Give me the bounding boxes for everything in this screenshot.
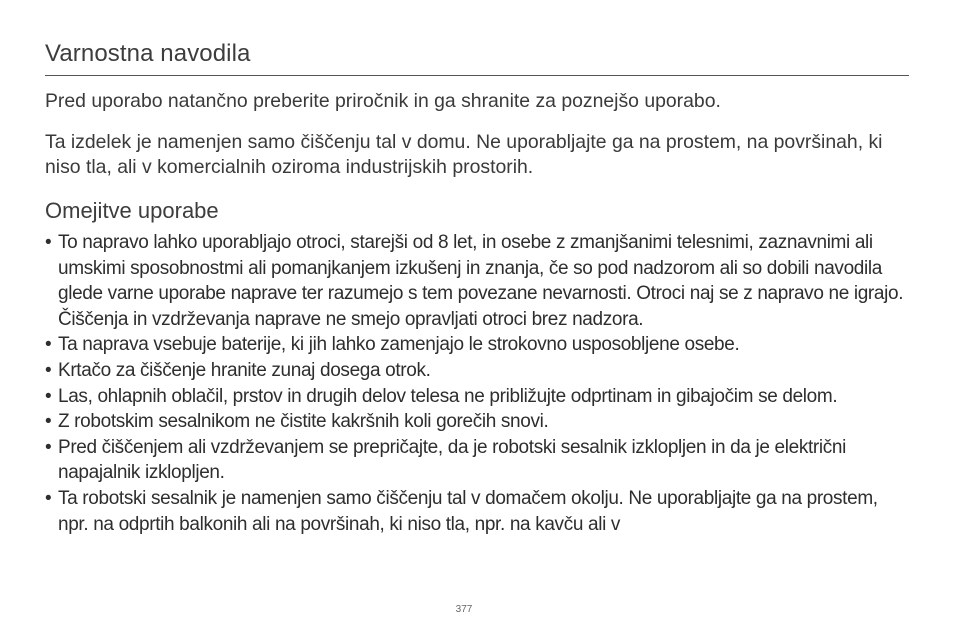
list-item-text: Z robotskim sesalnikom ne čistite kakršnih koli gorečih snovi. (58, 411, 549, 433)
list-item (45, 384, 909, 410)
list-item-text: Ta robotski sesalnik je namenjen samo čiščenju tal v domačem okolju. Ne uporabljajte ga na prostem, npr. na odprtih balkonih ali na površinah, ki niso tla, npr. na kavču ali v (58, 487, 878, 535)
bullet-marker: • (45, 436, 52, 458)
list-item (45, 486, 909, 537)
list-item (45, 358, 909, 384)
restrictions-heading: Omejitve uporabe (45, 198, 219, 223)
bullet-marker: • (45, 232, 52, 253)
list-item-text: To napravo lahko uporabljajo otroci, starejši od 8 let, in osebe z zmanjšanimi telesnimi, zaznavnimi ali umskimi sposobnostmi ali pomanjkanjem izkušenj in znanja, če so pod nadzorom ali so dobili navodila glede varne uporabe naprave ter razumejo s tem povezane nevarnosti. Otroci naj se z napravo ne igrajo. Čiščenja in vzdrževanja naprave ne smejo opravljati otroci brez nadzora. (58, 232, 904, 330)
bullet-marker: • (45, 411, 52, 433)
intro-paragraph: Pred uporabo natančno preberite priročnik in ga shranite za poznejšo uporabo. (45, 90, 721, 112)
bullet-marker: • (45, 487, 52, 509)
title-divider (45, 75, 909, 76)
page-number: 377 (455, 604, 473, 615)
list-item-text: Las, ohlapnih oblačil, prstov in drugih delov telesa ne približujte odprtinam in gibajočim se delom. (58, 385, 838, 407)
section-title: Varnostna navodila (45, 40, 251, 67)
list-item-text: Krtačo za čiščenje hranite zunaj dosega otrok. (58, 359, 431, 381)
bullet-marker: • (45, 385, 52, 407)
bullet-marker: • (45, 359, 52, 381)
document-page (45, 0, 909, 636)
list-item (45, 435, 909, 486)
list-item-text: Pred čiščenjem ali vzdrževanjem se prepričajte, da je robotski sesalnik izklopljen in da je električni napajalnik izklopljen. (58, 436, 847, 484)
list-item (45, 230, 909, 332)
list-item-text: Ta naprava vsebuje baterije, ki jih lahko zamenjajo le strokovno usposobljene osebe. (58, 334, 740, 356)
list-item (45, 409, 909, 435)
restrictions-list (45, 230, 909, 537)
list-item (45, 332, 909, 358)
bullet-marker: • (45, 334, 52, 356)
usage-note-paragraph: Ta izdelek je namenjen samo čiščenju tal v domu. Ne uporabljajte ga na prostem, na površinah, ki niso tla, ali v komercialnih oziroma industrijskih prostorih. (45, 131, 883, 178)
